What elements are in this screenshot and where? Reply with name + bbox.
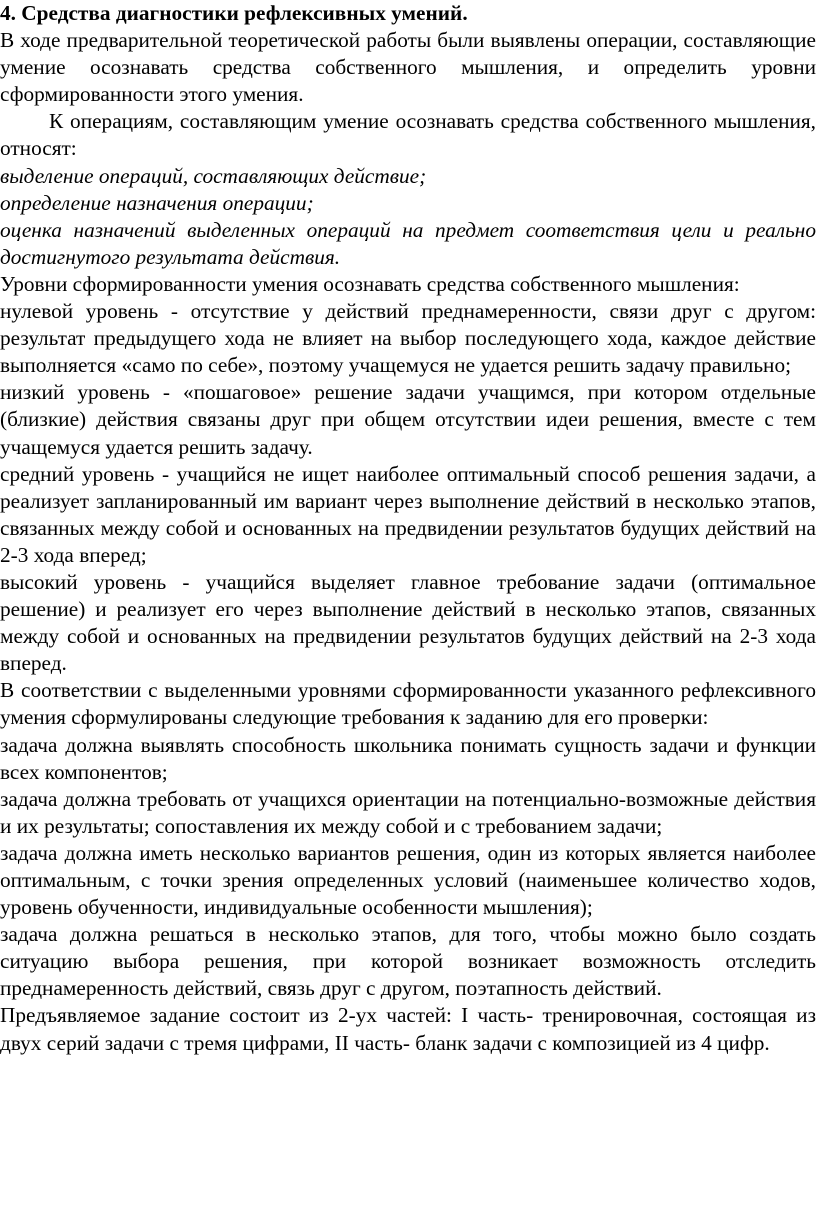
requirement-item-2: задача должна требовать от учащихся ориентации на потенциально-возможные действия и их результаты; сопоставления их между собой и с требованием задачи; <box>0 786 816 838</box>
requirement-item-1: задача должна выявлять способность школьника понимать сущность задачи и функции всех компонентов; <box>0 732 816 784</box>
task-description-paragraph: Предъявляемое задание состоит из 2-ух частей: I часть- тренировочная, состоящая из двух серий задачи с тремя цифрами, II часть- бланк задачи с композицией из 4 цифр. <box>0 1003 816 1055</box>
levels-intro-paragraph: Уровни сформированности умения осознавать средства собственного мышления: <box>0 271 740 296</box>
requirement-item-4: задача должна решаться в несколько этапов, для того, чтобы можно было создать ситуацию выбора решения, при которой возникает возможность отследить преднамеренность действий, связь друг с другом, поэтапность действий. <box>0 922 816 1001</box>
operations-intro-paragraph: К операциям, составляющим умение осознавать средства собственного мышления, относят: <box>0 109 816 161</box>
level-zero-paragraph: нулевой уровень - отсутствие у действий преднамеренности, связи друг с другом: результат предыдущего хода не влияет на выбор последующего хода, каждое действие выполняется «само по себе», поэтому учащемуся не удается решить задачу правильно; <box>0 299 816 378</box>
intro-paragraph: В ходе предварительной теоретической работы были выявлены операции, составляющие умение осознавать средства собственного мышления, и определить уровни сформированности этого умения. <box>0 28 816 107</box>
requirements-intro-paragraph: В соответствии с выделенными уровнями сформированности указанного рефлексивного умения сформулированы следующие требования к заданию для его проверки: <box>0 678 816 730</box>
level-low-paragraph: низкий уровень - «пошаговое» решение задачи учащимся, при котором отдельные (близкие) действия связаны друг при общем отсутствии идеи решения, вместе с тем учащемуся удается решить задачу. <box>0 380 816 459</box>
requirement-item-3: задача должна иметь несколько вариантов решения, один из которых является наиболее оптимальным, с точки зрения определенных условий (наименьшее количество ходов, уровень обученности, индивидуальные особенности мышления); <box>0 840 816 920</box>
operation-item-3: оценка назначений выделенных операций на предмет соответствия цели и реально достигнутого результата действия. <box>0 217 816 269</box>
operation-item-2: определение назначения операции; <box>0 190 314 215</box>
level-high-paragraph: высокий уровень - учащийся выделяет главное требование задачи (оптимальное решение) и реализует его через выполнение действий в несколько этапов, связанных между собой и основанных на предвидении результатов будущих действий на 2-3 хода вперед. <box>0 569 816 676</box>
section-heading: 4. Средства диагностики рефлексивных умений. <box>0 1 468 25</box>
operation-item-1: выделение операций, составляющих действие; <box>0 163 427 188</box>
level-medium-paragraph: средний уровень - учащийся не ищет наиболее оптимальный способ решения задачи, а реализует запланированный им вариант через выполнение действий в несколько этапов, связанных между собой и основанных на предвидении результатов будущих действий на 2-3 хода вперед; <box>0 461 816 567</box>
